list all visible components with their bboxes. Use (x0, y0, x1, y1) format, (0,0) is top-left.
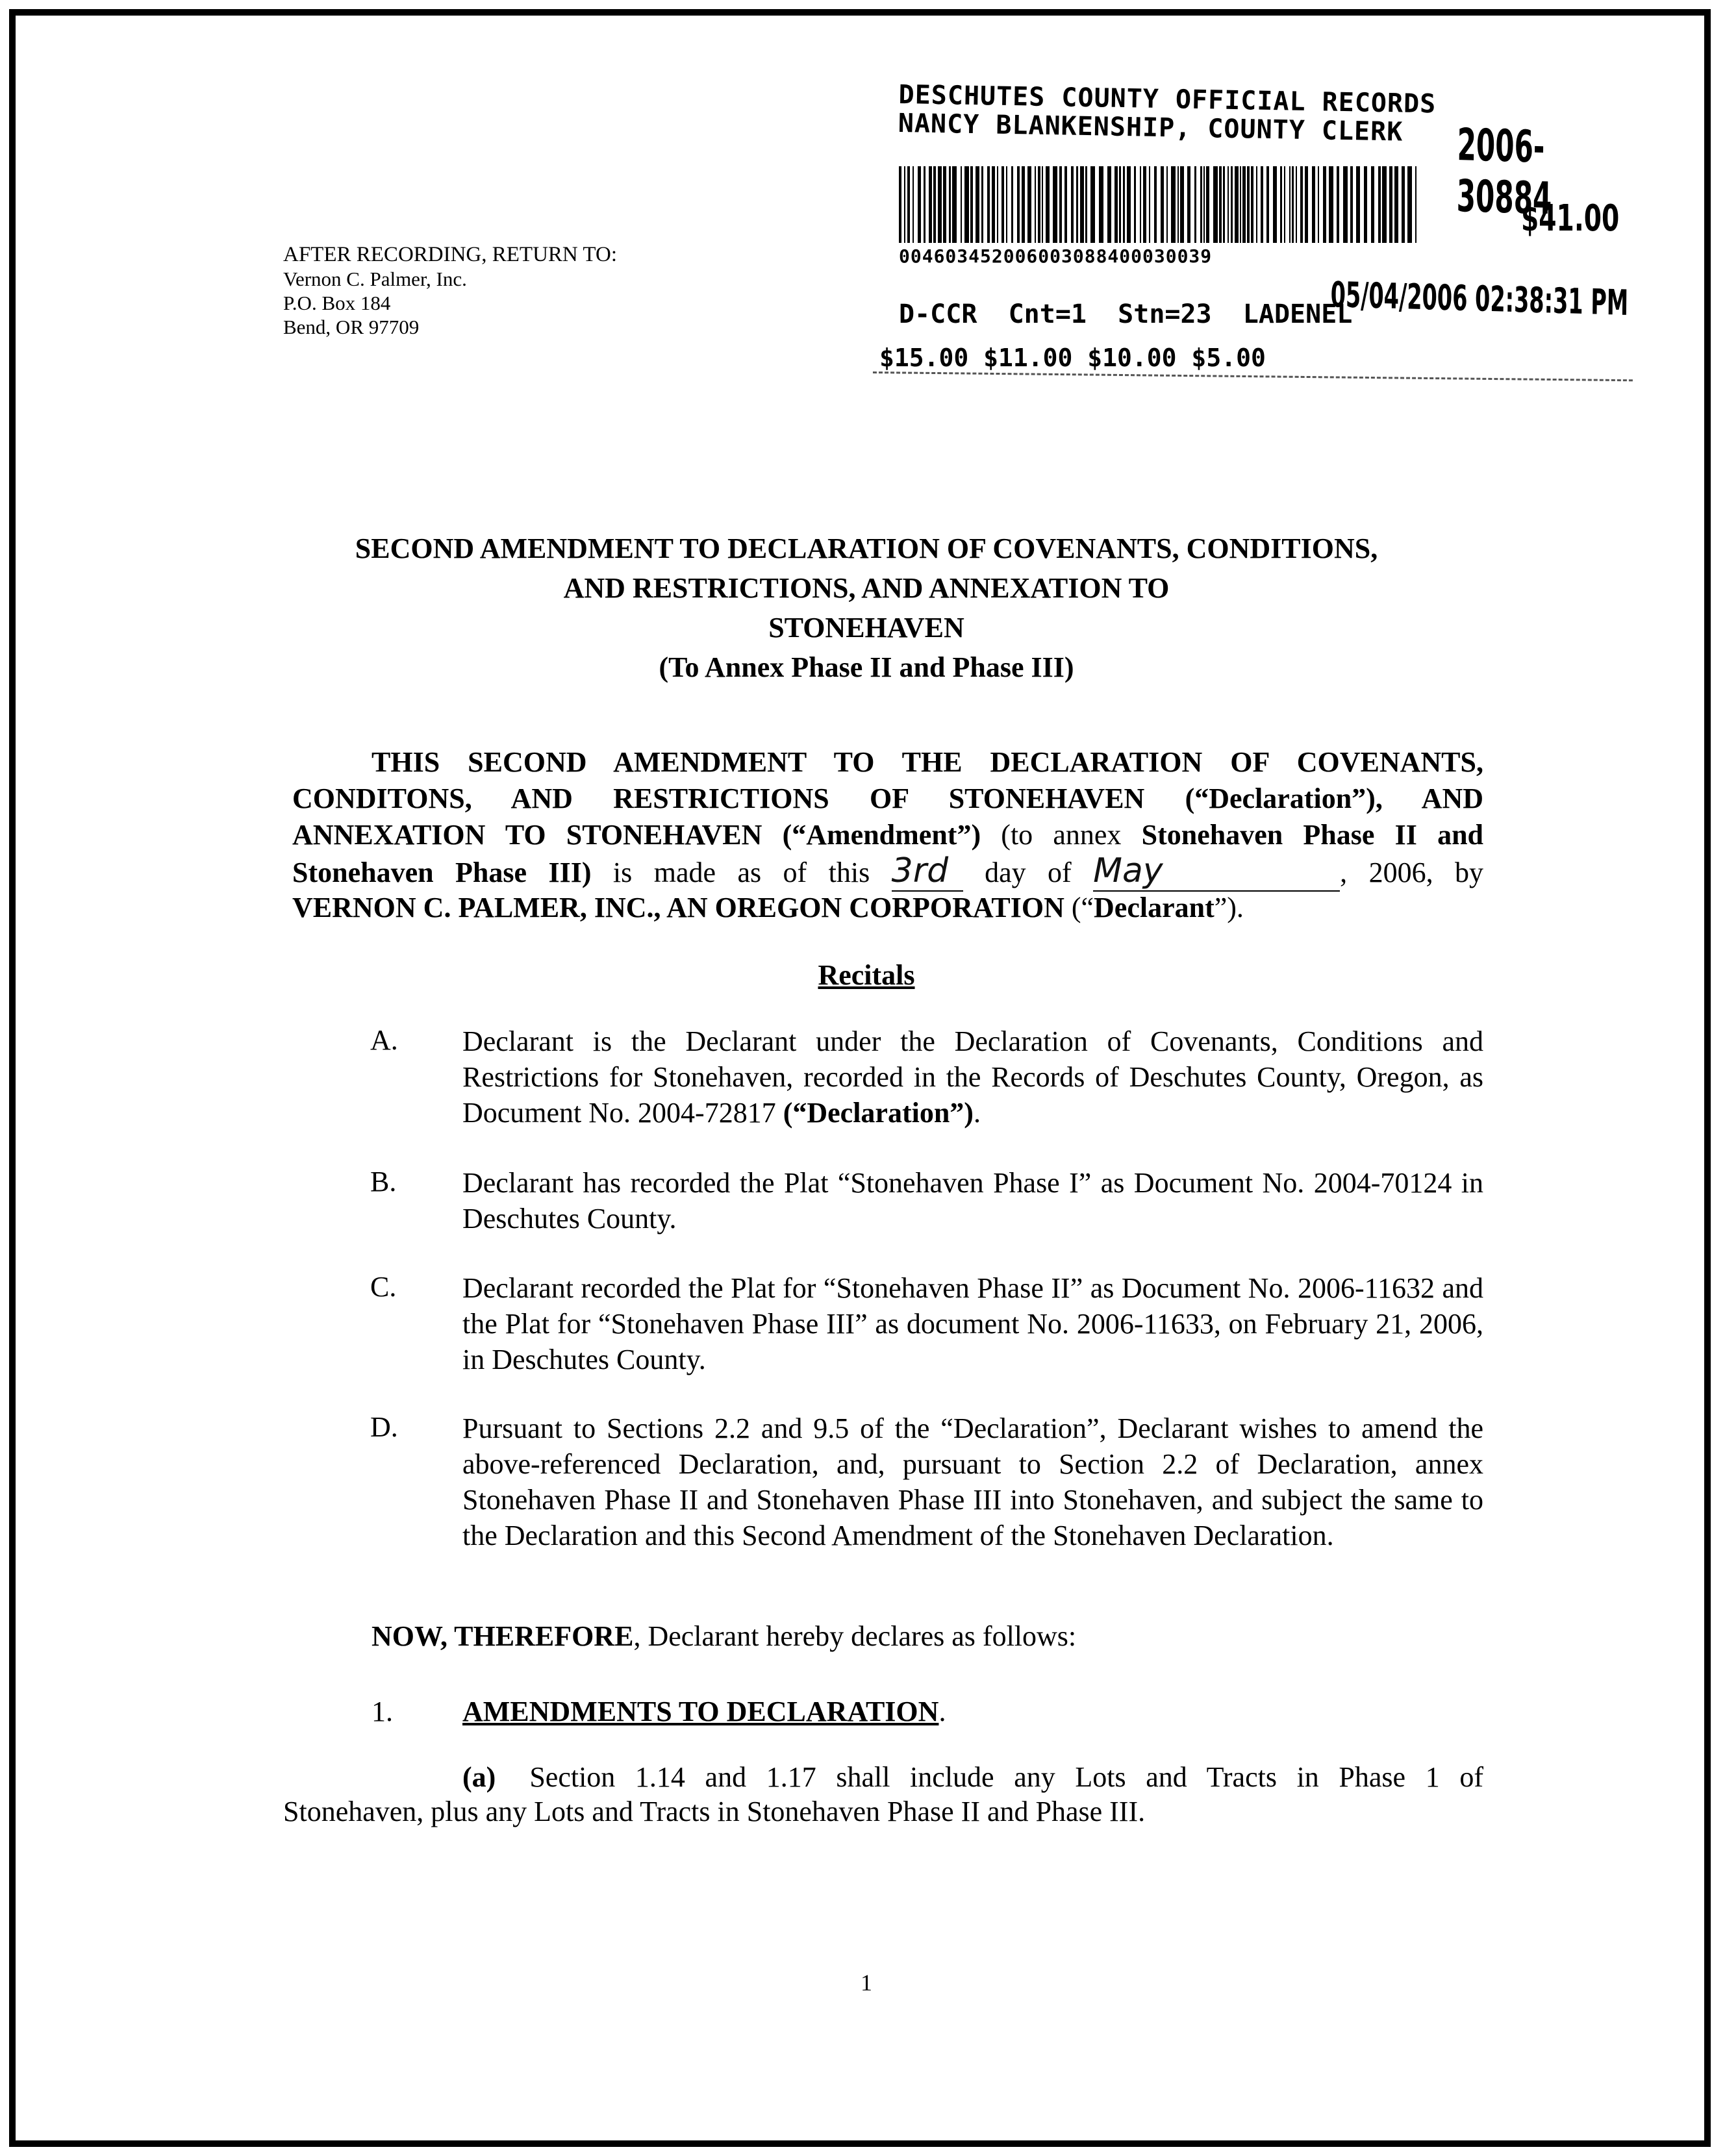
barcode-bar (1149, 166, 1150, 243)
barcode-bar (1242, 166, 1246, 243)
recital-c-text: Declarant recorded the Plat for “Stonehaven Phase II” as Document No. 2006-11632 and the Plat for “Stonehaven Phase III” as document No. 2006-11633, on February 21, 2006, in Deschutes County. (462, 1272, 1483, 1375)
barcode-bar (1187, 166, 1190, 243)
barcode-bar (1300, 166, 1303, 243)
barcode-bar (1166, 166, 1168, 243)
barcode-bar (1006, 166, 1007, 243)
return-name: Vernon C. Palmer, Inc. (283, 268, 467, 290)
declarant-term: Declarant (1094, 892, 1215, 923)
barcode-bar (1284, 166, 1285, 243)
recording-barcode (899, 166, 1418, 243)
title-line-4: (To Annex Phase II and Phase III) (659, 651, 1074, 683)
now-therefore-rest: , Declarant hereby declares as follows: (633, 1620, 1077, 1652)
recording-document-number: 2006-30884 (1456, 119, 1552, 225)
barcode-bar (1123, 166, 1125, 243)
recital-a-end: . (973, 1097, 981, 1129)
barcode-bar (1318, 166, 1319, 243)
handwritten-month: May (1093, 851, 1163, 890)
barcode-bar (1296, 166, 1297, 243)
recording-stamp-header (898, 81, 1436, 147)
intro-text: ”). (1214, 892, 1244, 923)
barcode-bar (1161, 166, 1164, 243)
barcode-bar (1099, 166, 1103, 243)
recital-c-letter: C. (370, 1271, 397, 1303)
declarant-name: VERNON C. PALMER, INC., AN OREGON CORPORATION (292, 892, 1064, 923)
barcode-bar (1154, 166, 1157, 243)
return-box: P.O. Box 184 (283, 292, 391, 314)
title-line-2: AND RESTRICTIONS, AND ANNEXATION TO (563, 572, 1170, 604)
barcode-bar (1343, 166, 1348, 243)
now-therefore-bold: NOW, THEREFORE (371, 1620, 634, 1652)
intro-line-4 (292, 853, 1483, 892)
barcode-bar (952, 166, 957, 243)
intro-line-5 (292, 890, 1483, 925)
barcode-bar (933, 166, 936, 243)
recitals-heading: Recitals (818, 959, 915, 991)
barcode-bar (1059, 166, 1062, 243)
barcode-bar (976, 166, 979, 243)
barcode-bar (1140, 166, 1141, 243)
handwritten-day: 3rd (891, 851, 949, 890)
intro-phase-iii: Stonehaven Phase III) (292, 857, 592, 888)
barcode-bar (1194, 166, 1196, 243)
barcode-bar (1364, 166, 1367, 243)
barcode-bar (1011, 166, 1013, 243)
intro-text: (to annex (981, 819, 1142, 851)
barcode-bar (1213, 166, 1218, 243)
page-number: 1 (861, 1970, 872, 1996)
barcode-bar (1143, 166, 1146, 243)
barcode-bar (1206, 166, 1209, 243)
month-blank (1093, 853, 1340, 892)
recital-d-text: Pursuant to Sections 2.2 and 9.5 of the “Declaration”, Declarant wishes to amend the above-referenced Declaration, and, pursuant to Section 2.2 of Declaration, annex Stonehaven Phase II and Stonehaven Phase III into Stonehaven, and subject the same to the Declaration and this Second Amendment of the Stonehaven Declaration. (462, 1412, 1483, 1551)
declaration-term: (“Declaration”) (783, 1097, 974, 1129)
title-line-3: STONEHAVEN (768, 612, 964, 644)
recital-a-body: Declarant is the Declarant under the Declaration of Covenants, Conditions and Restrictions for Stonehaven, recorded in the Records of Deschutes County, Oregon, as Document No. 2004-72817 (462, 1025, 1483, 1129)
barcode-bar (1017, 166, 1020, 243)
barcode-bar (924, 166, 925, 243)
barcode-bar (1080, 166, 1084, 243)
recording-fees-line: $15.00 $11.00 $10.00 $5.00 (879, 344, 1266, 372)
barcode-bar (1266, 166, 1269, 243)
barcode-bar (1256, 166, 1257, 243)
barcode-bar (1001, 166, 1004, 243)
barcode-bar (1280, 166, 1282, 243)
barcode-bar (1203, 166, 1205, 243)
barcode-bar (1378, 166, 1381, 243)
intro-text: day of (963, 857, 1094, 888)
barcode-bar (1219, 166, 1222, 243)
county-clerk: NANCY BLANKENSHIP, COUNTY CLERK (898, 108, 1404, 147)
barcode-bar (1356, 166, 1360, 243)
intro-text: (“ (1064, 892, 1094, 923)
barcode-bar (1171, 166, 1176, 243)
barcode-bar (1064, 166, 1067, 243)
barcode-bar (981, 166, 983, 243)
barcode-bar (907, 166, 910, 243)
barcode-bar (1350, 166, 1353, 243)
barcode-bar (970, 166, 973, 243)
recording-total-fee: $41.00 (1521, 197, 1620, 240)
barcode-bar (964, 166, 969, 243)
barcode-bar (1228, 166, 1229, 243)
barcode-number: 004603452006003088400030039 (899, 245, 1213, 267)
title-line-1: SECOND AMENDMENT TO DECLARATION OF COVENANTS, CONDITIONS, (355, 533, 1378, 564)
barcode-bar (1305, 166, 1308, 243)
barcode-bar (1107, 166, 1111, 243)
barcode-bar (949, 166, 951, 243)
barcode-bar (918, 166, 921, 243)
barcode-bar (1394, 166, 1398, 243)
intro-line-3 (292, 817, 1483, 853)
barcode-bar (929, 166, 932, 243)
barcode-bar (987, 166, 990, 243)
barcode-bar (1035, 166, 1036, 243)
now-therefore (371, 1620, 1076, 1653)
sub-a-text-1: Section 1.14 and 1.17 shall include any Lots and Tracts in Phase 1 of (529, 1761, 1483, 1793)
barcode-bar (997, 166, 998, 243)
recital-a-text (462, 1023, 1483, 1131)
section-1-heading (462, 1695, 946, 1728)
barcode-bar (1247, 166, 1250, 243)
amendment-term: ANNEXATION TO STONEHAVEN (“Amendment”) (292, 819, 981, 851)
barcode-bar (1251, 166, 1253, 243)
sub-a-label: (a) (462, 1761, 496, 1793)
intro-text: is made as of this (591, 857, 892, 888)
barcode-bar (1235, 166, 1239, 243)
return-address (283, 243, 617, 339)
barcode-bar (904, 166, 905, 243)
barcode-bar (1053, 166, 1057, 243)
return-heading: AFTER RECORDING, RETURN TO: (283, 243, 617, 266)
recording-datetime: 05/04/2006 02:38:31 PM (1330, 274, 1629, 323)
document-title (16, 529, 1717, 687)
stamp-divider (873, 371, 1633, 381)
intro-line-1: THIS SECOND AMENDMENT TO THE DECLARATION OF COVENANTS, (371, 746, 1483, 778)
barcode-bar (1200, 166, 1202, 243)
barcode-bar (992, 166, 995, 243)
barcode-bar (943, 166, 946, 243)
sub-a-line-2: Stonehaven, plus any Lots and Tracts in Stonehaven Phase II and Phase III. (283, 1796, 1146, 1827)
barcode-bar (1382, 166, 1387, 243)
barcode-bar (1127, 166, 1131, 243)
barcode-bar (1337, 166, 1339, 243)
document-page (9, 9, 1711, 2147)
section-1-title: AMENDMENTS TO DECLARATION (462, 1696, 939, 1727)
sub-a-line-1 (462, 1759, 1483, 1795)
barcode-bar (1038, 166, 1040, 243)
barcode-bar (913, 166, 914, 243)
barcode-bar (1231, 166, 1233, 243)
barcode-bar (1292, 166, 1294, 243)
barcode-bar (1046, 166, 1050, 243)
barcode-bar (1402, 166, 1405, 243)
intro-line-2: CONDITONS, AND RESTRICTIONS OF STONEHAVEN (“Declaration”), AND (292, 783, 1483, 814)
recital-d-letter: D. (370, 1411, 398, 1443)
barcode-bar (1312, 166, 1315, 243)
recital-a-letter: A. (370, 1024, 398, 1056)
barcode-bar (1323, 166, 1326, 243)
recording-info-line: D-CCR Cnt=1 Stn=23 LADENEL (899, 299, 1353, 329)
barcode-bar (1119, 166, 1121, 243)
barcode-bar (1289, 166, 1291, 243)
barcode-bar (961, 166, 962, 243)
section-1-number: 1. (371, 1696, 393, 1727)
intro-phase-ii: Stonehaven Phase II and (1141, 819, 1484, 851)
barcode-bar (1022, 166, 1025, 243)
intro-text: , 2006, by (1340, 857, 1484, 888)
barcode-bar (1371, 166, 1374, 243)
barcode-bar (1223, 166, 1225, 243)
barcode-bar (1389, 166, 1392, 243)
barcode-bar (899, 166, 901, 243)
section-1-title-end: . (938, 1696, 946, 1727)
barcode-bar (1273, 166, 1277, 243)
day-blank (892, 853, 963, 892)
barcode-bar (1042, 166, 1043, 243)
barcode-bar (1076, 166, 1078, 243)
barcode-bar (1114, 166, 1118, 243)
barcode-bar (1329, 166, 1333, 243)
barcode-bar (1134, 166, 1136, 243)
barcode-bar (1261, 166, 1263, 243)
recorder-office: DESCHUTES COUNTY OFFICIAL RECORDS (898, 80, 1437, 119)
barcode-bar (1090, 166, 1095, 243)
barcode-bar (1177, 166, 1179, 243)
recital-b-text: Declarant has recorded the Plat “Stonehaven Phase I” as Document No. 2004-70124 in Deschutes County. (462, 1167, 1483, 1235)
barcode-bar (1027, 166, 1031, 243)
barcode-bar (1407, 166, 1412, 243)
barcode-bar (1415, 166, 1417, 243)
barcode-bar (1240, 166, 1241, 243)
return-city: Bend, OR 97709 (283, 316, 420, 338)
barcode-bar (1085, 166, 1087, 243)
barcode-bar (1180, 166, 1184, 243)
barcode-bar (1071, 166, 1074, 243)
recital-b-letter: B. (370, 1166, 397, 1197)
barcode-bar (938, 166, 942, 243)
